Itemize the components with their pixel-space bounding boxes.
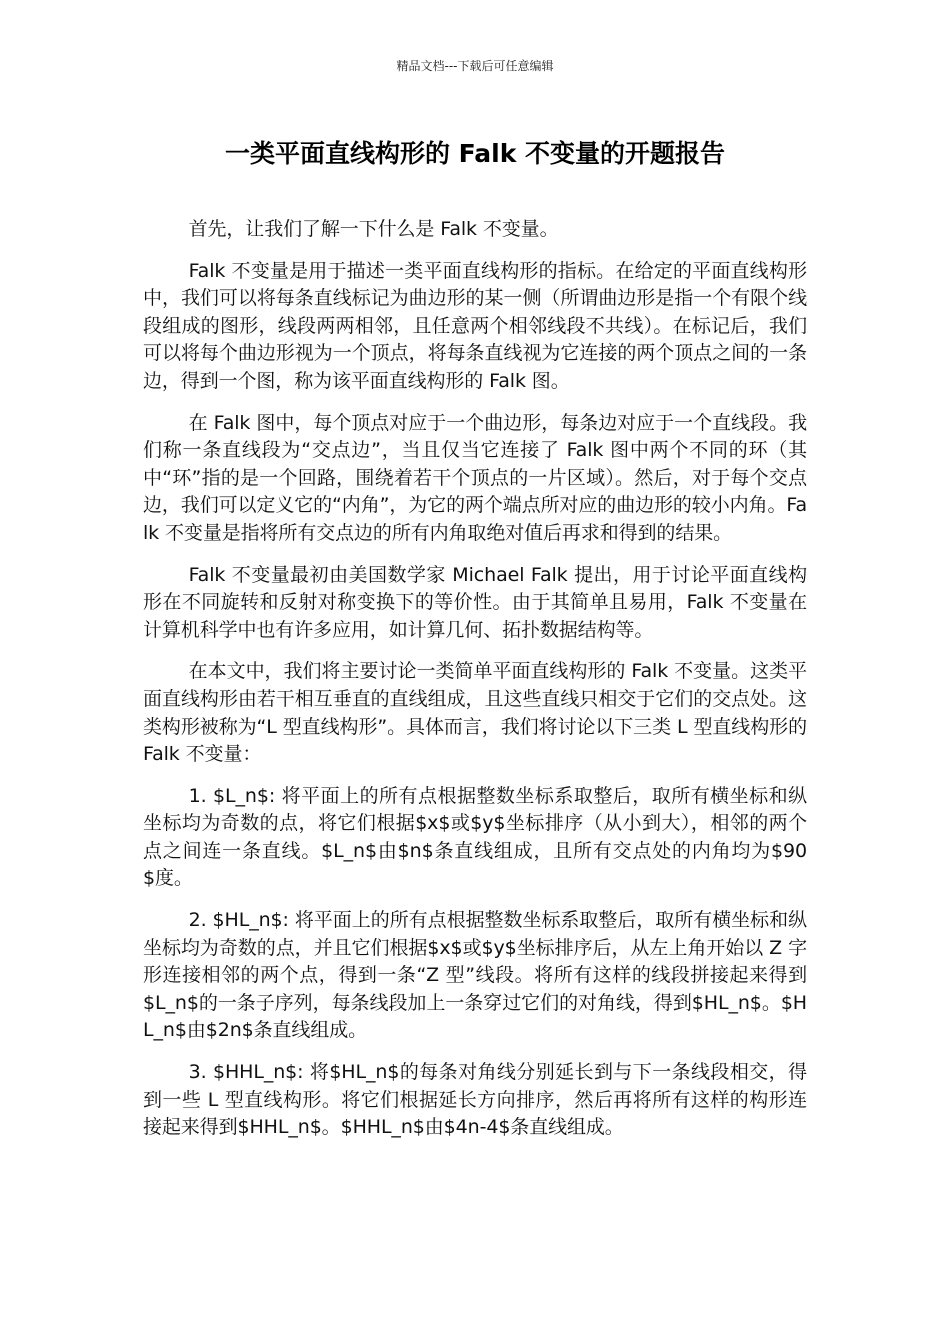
list-item-ln: 1. $L_n$: 将平面上的所有点根据整数坐标系取整后，取所有横坐标和纵坐标均为奇数的点，将它们根据$x$或$y$坐标排序（从小到大），相邻的两个点之间连一条直线。$L_n$由$n$条直线组成，且所有交点处的内角均为$90$度。 — [143, 784, 807, 890]
paragraph-falk-graph: 在 Falk 图中，每个顶点对应于一个曲边形，每条边对应于一个直线段。我们称一条直线段为“交点边”，当且仅当它连接了 Falk 图中两个不同的环（其中“环”指的是一个回路，围绕着若干个顶点的一片区域）。然后，对于每个交点边，我们可以定义它的“内角”，为它的两个端点所对应的曲边形的较小内角。Falk 不变量是指将所有交点边的所有内角取绝对值后再求和得到的结果。 — [143, 411, 807, 544]
paragraph-scope: 在本文中，我们将主要讨论一类简单平面直线构形的 Falk 不变量。这类平面直线构形由若干相互垂直的直线组成，且这些直线只相交于它们的交点处。这类构形被称为“L 型直线构形”。具体而言，我们将讨论以下三类 L 型直线构形的 Falk 不变量： — [143, 660, 807, 766]
list-item-hhln: 3. $HHL_n$: 将$HL_n$的每条对角线分别延长到与下一条线段相交，得到一些 L 型直线构形。将它们根据延长方向排序，然后再将所有这样的构形连接起来得到$HHL_n$。$HHL_n$由$4n-4$条直线组成。 — [143, 1061, 807, 1139]
document-body — [143, 216, 807, 1156]
paragraph-intro: 首先，让我们了解一下什么是 Falk 不变量。 — [188, 218, 559, 240]
paragraph-definition: Falk 不变量是用于描述一类平面直线构形的指标。在给定的平面直线构形中，我们可以将每条直线标记为曲边形的某一侧（所谓曲边形是指一个有限个线段组成的图形，线段两两相邻，且任意两个相邻线段不共线）。在标记后，我们可以将每个曲边形视为一个顶点，将每条直线视为它连接的两个顶点之间的一条边，得到一个图，称为该平面直线构形的 Falk 图。 — [143, 259, 807, 392]
list-item-hln: 2. $HL_n$: 将平面上的所有点根据整数坐标系取整后，取所有横坐标和纵坐标均为奇数的点，并且它们根据$x$或$y$坐标排序后，从左上角开始以 Z 字形连接相邻的两个点，得到一条“Z 型”线段。将所有这样的线段拼接起来得到$L_n$的一条子序列，每条线段加上一条穿过它们的对角线，得到$HL_n$。$HL_n$由$2n$条直线组成。 — [143, 909, 807, 1042]
document-title: 一类平面直线构形的 Falk 不变量的开题报告 — [224, 139, 726, 168]
paragraph-history: Falk 不变量最初由美国数学家 Michael Falk 提出，用于讨论平面直线构形在不同旋转和反射对称变换下的等价性。由于其简单且易用，Falk 不变量在计算机科学中也有许多应用，如计算几何、拓扑数据结构等。 — [143, 563, 807, 641]
page-header: 精品文档---下载后可任意编辑 — [396, 59, 554, 73]
